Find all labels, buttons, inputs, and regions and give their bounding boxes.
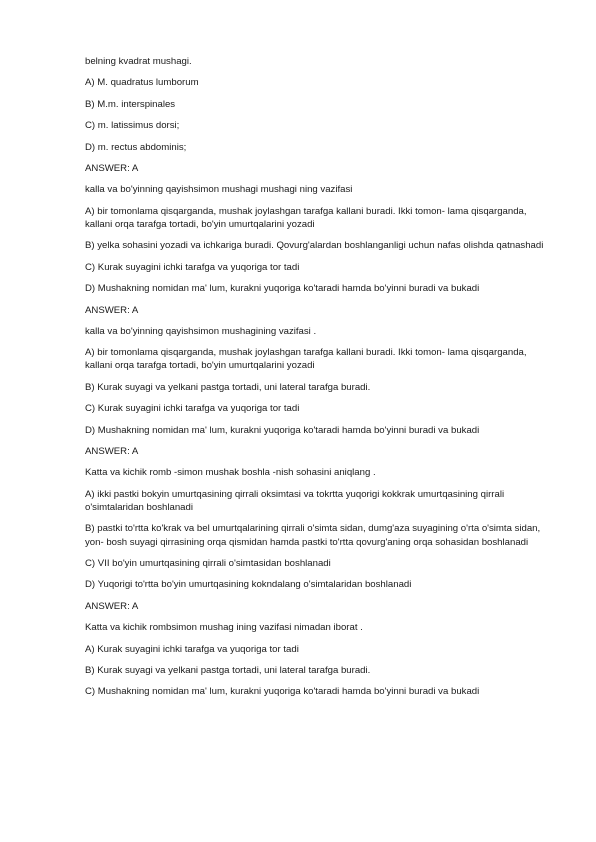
option-b: B) yelka sohasini yozadi va ichkariga buradi. Qovurg'alardan boshlanganligi uchun nafas olishda qatnashadi <box>85 240 544 252</box>
option-d: D) Mushakning nomidan ma' lum, kurakni yuqoriga ko'taradi hamda bo'yinni buradi va bukadi <box>85 283 480 295</box>
option-b: B) Kurak suyagi va yelkani pastga tortadi, uni lateral tarafga buradi. <box>85 664 371 676</box>
option-d: D) Yuqorigi to'rtta bo'yin umurtqasining kokndalang o'simtalaridan boshlanadi <box>85 579 412 591</box>
option-d: D) m. rectus abdominis; <box>85 141 187 153</box>
question: Katta va kichik rombsimon mushag ining vazifasi nimadan iborat . <box>85 622 363 634</box>
option-b: B) Kurak suyagi va yelkani pastga tortadi, uni lateral tarafga buradi. <box>85 381 371 393</box>
option-c: C) Kurak suyagini ichki tarafga va yuqoriga tor tadi <box>85 403 300 415</box>
option-b: B) pastki to'rtta ko'krak va bel umurtqalarining qirrali o'simta sidan, dumg'aza suyagining o'rta o'simta sidan, yon- bosh suyagi qirrasining orqa qismidan hamda pastki to'rtta qovurg'aning orqa sohasidan boshlanadi <box>85 523 541 548</box>
option-c: C) VII bo'yin umurtqasining qirrali o'simtasidan boshlanadi <box>85 558 331 570</box>
option-a: A) Kurak suyagini ichki tarafga va yuqoriga tor tadi <box>85 643 299 655</box>
question: Katta va kichik romb -simon mushak boshla -nish sohasini aniqlang . <box>85 467 376 479</box>
answer: ANSWER: A <box>85 600 139 612</box>
question: kalla va bo'yinning qayishsimon mushagining vazifasi . <box>85 325 317 337</box>
option-c: C) Kurak suyagini ichki tarafga va yuqoriga tor tadi <box>85 261 300 273</box>
option-c: C) m. latissimus dorsi; <box>85 120 180 132</box>
option-a: A) ikki pastki bokyin umurtqasining qirrali oksimtasi va tokrtta yuqorigi kokkrak umurtqasining qirrali o'simtalaridan boshlanadi <box>85 488 505 514</box>
option-d: D) Mushakning nomidan ma' lum, kurakni yuqoriga ko'taradi hamda bo'yinni buradi va bukadi <box>85 424 480 436</box>
question: kalla va bo'yinning qayishsimon mushagi mushagi ning vazifasi <box>85 184 353 196</box>
option-c: C) Mushakning nomidan ma' lum, kurakni yuqoriga ko'taradi hamda bo'yinni buradi va bukadi <box>85 686 480 698</box>
option-a: A) bir tomonlama qisqarganda, mushak joylashgan tarafga kallani buradi. Ikki tomon- lama qisqarganda, kallani orqa tarafga tortadi, bo'yin umurtqalarini yozadi <box>85 347 527 372</box>
answer: ANSWER: A <box>85 162 139 174</box>
answer: ANSWER: A <box>85 304 139 316</box>
answer: ANSWER: A <box>85 446 139 458</box>
option-a: A) bir tomonlama qisqarganda, mushak joylashgan tarafga kallani buradi. Ikki tomon- lama qisqarganda, kallani orqa tarafga tortadi, bo'yin umurtqalarini yozadi <box>85 205 527 230</box>
option-a: A) M. quadratus lumborum <box>85 77 199 89</box>
option-b: B) M.m. interspinales <box>85 98 176 110</box>
text-fragment: belning kvadrat mushagi. <box>85 56 192 67</box>
